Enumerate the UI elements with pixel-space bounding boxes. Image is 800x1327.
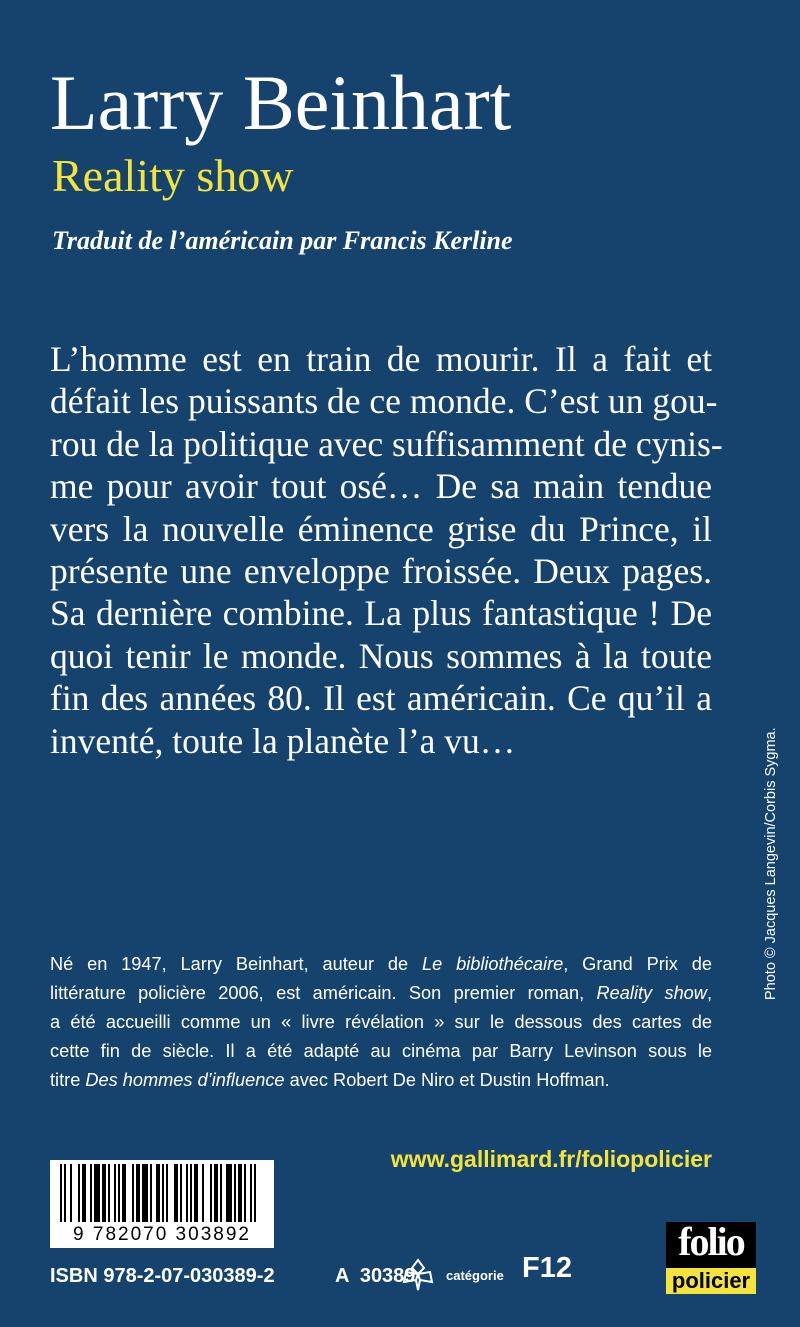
barcode-bar (118, 1164, 120, 1222)
bio-text: Né en 1947, Larry Beinhart, auteur de (50, 954, 422, 974)
blurb-line: inventé, toute la planète l’a vu… (50, 720, 516, 761)
barcode-bar (142, 1164, 148, 1222)
barcode-bar (166, 1164, 168, 1222)
barcode-digits: 9 782070 303892 (73, 1224, 251, 1245)
bio-text: , (706, 983, 712, 1003)
bio-line (50, 1066, 712, 1095)
barcode-bars (54, 1164, 270, 1222)
barcode-bar (250, 1164, 252, 1222)
barcode-bar (244, 1164, 246, 1222)
blurb-line: Sa dernière combine. La plus fantastique ! De (50, 593, 712, 634)
blurb-line: présente une enveloppe froissée. Deux pages. (50, 550, 712, 591)
category-code: F12 (522, 1252, 572, 1284)
barcode-bar (156, 1164, 160, 1222)
bio-text: littérature policière 2006, est américain. Son premier roman, (50, 983, 597, 1003)
barcode-bar (94, 1164, 100, 1222)
barcode-bar (180, 1164, 182, 1222)
barcode-bar (64, 1164, 66, 1222)
catalog-code: A 30389 (335, 1265, 416, 1287)
blurb-line: rou de la politique avec suffisamment de cynis- (50, 423, 723, 464)
isbn: ISBN 978-2-07-030389-2 (50, 1265, 275, 1287)
category-label: catégorie (446, 1268, 504, 1283)
barcode-bar (132, 1164, 134, 1222)
author-bio (50, 950, 712, 1095)
barcode-bar (210, 1164, 212, 1222)
barcode-bar (202, 1164, 204, 1222)
barcode-bar (136, 1164, 140, 1222)
blurb-line: me pour avoir tout osé… De sa main tendue (50, 466, 712, 507)
blurb (50, 338, 723, 762)
photo-credit: Photo © Jacques Langevin/Corbis Sygma. (763, 727, 779, 1000)
barcode-bar (186, 1164, 188, 1222)
barcode-bar (226, 1164, 232, 1222)
barcode-bar (60, 1164, 62, 1222)
flower-icon (398, 1256, 438, 1292)
folio-logo-sub: policier (666, 1268, 756, 1294)
blurb-line: vers la nouvelle éminence grise du Prince, il (50, 508, 712, 549)
bio-line (50, 950, 712, 979)
barcode-bar (122, 1164, 126, 1222)
barcode (50, 1160, 274, 1248)
barcode-bar (114, 1164, 116, 1222)
bio-line: cette fin de siècle. Il a été adapté au cinéma par Barry Levinson sous le (50, 1041, 712, 1061)
blurb-line: L’homme est en train de mourir. Il a fait et (50, 339, 712, 379)
barcode-bar (194, 1164, 198, 1222)
folio-logo (666, 1219, 756, 1294)
bio-film-title: Des hommes d’influence (85, 1070, 285, 1090)
barcode-bar (108, 1164, 110, 1222)
blurb-line: fin des années 80. Il est américain. Ce qu’il a (50, 678, 712, 719)
bio-line (50, 979, 712, 1008)
bio-text: , Grand Prix de (563, 954, 712, 974)
barcode-bar (102, 1164, 106, 1222)
barcode-bar (190, 1164, 192, 1222)
blurb-line: quoi tenir le monde. Nous sommes à la toute (50, 635, 712, 676)
blurb-line: défait les puissants de ce monde. C’est un gou- (50, 381, 718, 422)
bio-text: avec Robert De Niro et Dustin Hoffman. (284, 1070, 610, 1090)
barcode-bar (150, 1164, 152, 1222)
barcode-bar (174, 1164, 178, 1222)
barcode-bar (78, 1164, 80, 1222)
folio-logo-word: folio (666, 1222, 756, 1268)
bio-book-title: Reality show (596, 983, 707, 1003)
website-link[interactable]: www.gallimard.fr/foliopolicier (390, 1146, 712, 1172)
barcode-bar (220, 1164, 222, 1222)
bio-line: a été accueilli comme un « livre révélation » sur le dessous des cartes de (50, 1012, 712, 1032)
barcode-bar (82, 1164, 86, 1222)
barcode-bar (70, 1164, 72, 1222)
barcode-bar (214, 1164, 218, 1222)
author-name: Larry Beinhart (50, 59, 512, 146)
barcode-bar (254, 1164, 256, 1222)
barcode-bar (90, 1164, 92, 1222)
bio-text: titre (50, 1070, 86, 1090)
bio-book-title: Le bibliothécaire (422, 954, 564, 974)
barcode-bar (238, 1164, 242, 1222)
translator-credit: Traduit de l’américain par Francis Kerline (52, 226, 513, 255)
book-title: Reality show (52, 150, 294, 201)
barcode-bar (234, 1164, 236, 1222)
barcode-bar (162, 1164, 164, 1222)
